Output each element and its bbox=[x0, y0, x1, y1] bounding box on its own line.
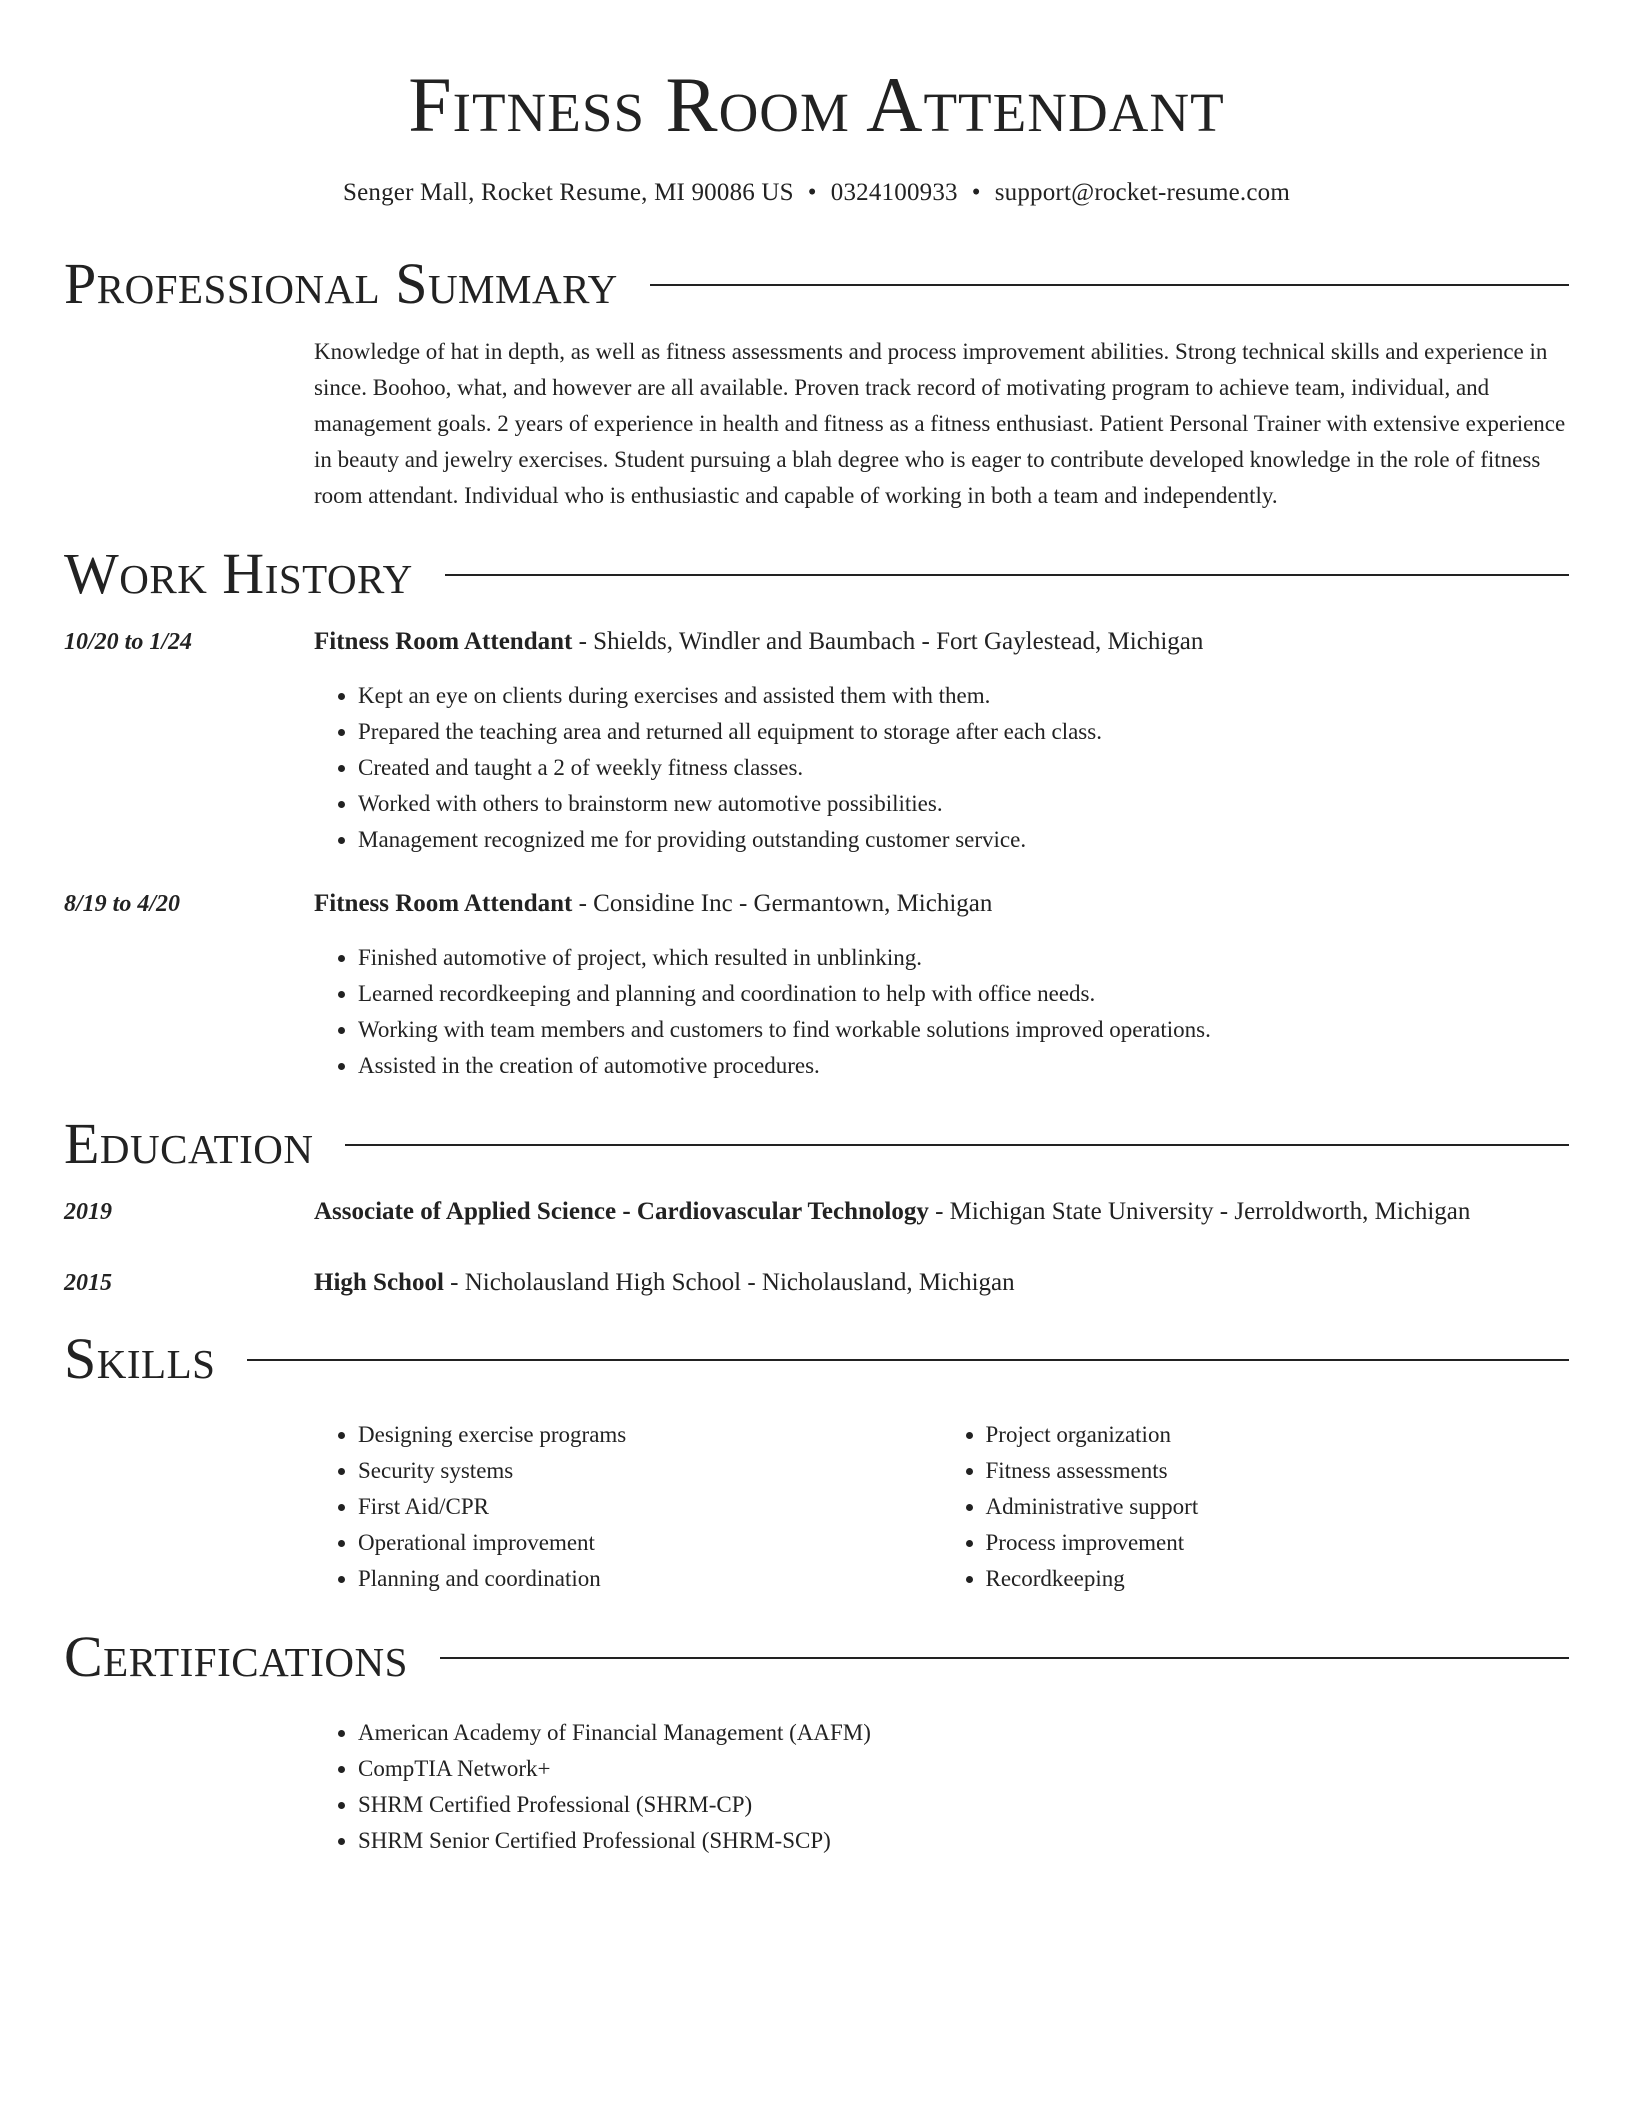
list-item: • Created and taught a 2 of weekly fitness classes. bbox=[358, 750, 1569, 786]
section-title-summary: Professional Summary bbox=[64, 251, 618, 316]
contact-address: Senger Mall, Rocket Resume, MI 90086 US bbox=[342, 179, 794, 206]
job-title: Fitness Room Attendant bbox=[314, 628, 573, 655]
certification-item: • SHRM Certified Professional (SHRM-CP) bbox=[358, 1787, 1569, 1823]
education-title-line bbox=[314, 1196, 1569, 1228]
skill-item: • Process improvement bbox=[986, 1525, 1570, 1561]
list-item: • Worked with others to brainstorm new automotive possibilities. bbox=[358, 786, 1569, 822]
candidate-name: Fitness Room Attendant bbox=[408, 61, 1225, 148]
education-year: 2015 bbox=[64, 1270, 112, 1296]
section-divider bbox=[345, 1144, 1569, 1146]
contact-email[interactable]: support@rocket-resume.com bbox=[994, 179, 1290, 206]
job-employer: - Shields, Windler and Baumbach - Fort Gaylestead, Michigan bbox=[572, 628, 1204, 655]
job-dates: 8/19 to 4/20 bbox=[64, 891, 181, 917]
list-item: • Finished automotive of project, which resulted in unblinking. bbox=[358, 940, 1569, 976]
education-body bbox=[314, 1196, 1569, 1228]
section-header-certifications bbox=[64, 1624, 1569, 1689]
certifications-list bbox=[314, 1715, 1569, 1859]
job-duties-list bbox=[314, 940, 1569, 1084]
education-body bbox=[314, 1267, 1569, 1299]
list-item: • Assisted in the creation of automotive procedures. bbox=[358, 1048, 1569, 1084]
job-entry bbox=[64, 888, 1569, 1084]
education-year: 2019 bbox=[64, 1199, 112, 1225]
education-degree: High School bbox=[314, 1269, 444, 1296]
section-title-education: Education bbox=[64, 1111, 314, 1176]
education-title-line bbox=[314, 1267, 1569, 1299]
job-title-line bbox=[314, 626, 1569, 658]
job-duties-list bbox=[314, 678, 1569, 858]
section-divider bbox=[247, 1359, 1569, 1361]
education-entry bbox=[64, 1196, 1569, 1228]
education-degree: Associate of Applied Science - Cardiovascular Technology bbox=[314, 1198, 929, 1225]
section-header-skills bbox=[64, 1326, 1569, 1391]
list-item: • Learned recordkeeping and planning and coordination to help with office needs. bbox=[358, 976, 1569, 1012]
certification-item: • American Academy of Financial Management (AAFM) bbox=[358, 1715, 1569, 1751]
skill-item: • First Aid/CPR bbox=[358, 1489, 942, 1525]
skill-item: • Designing exercise programs bbox=[358, 1417, 942, 1453]
skill-item: • Fitness assessments bbox=[986, 1453, 1570, 1489]
skill-item: • Planning and coordination bbox=[358, 1561, 942, 1597]
skill-item: • Operational improvement bbox=[358, 1525, 942, 1561]
skill-item: • Administrative support bbox=[986, 1489, 1570, 1525]
skills-list-right bbox=[942, 1417, 1570, 1597]
job-title: Fitness Room Attendant bbox=[314, 890, 573, 917]
list-item: • Management recognized me for providing outstanding customer service. bbox=[358, 822, 1569, 858]
contact-line bbox=[64, 176, 1569, 210]
section-divider bbox=[650, 284, 1569, 286]
job-entry bbox=[64, 626, 1569, 858]
skill-item: • Recordkeeping bbox=[986, 1561, 1570, 1597]
job-body bbox=[314, 626, 1569, 858]
contact-separator: • bbox=[971, 179, 981, 206]
skill-item: • Security systems bbox=[358, 1453, 942, 1489]
section-divider bbox=[445, 574, 1569, 576]
list-item: • Kept an eye on clients during exercises and assisted them with them. bbox=[358, 678, 1569, 714]
contact-separator: • bbox=[807, 179, 817, 206]
job-title-line bbox=[314, 888, 1569, 920]
section-title-certifications: Certifications bbox=[64, 1624, 408, 1689]
list-item: • Working with team members and customers to find workable solutions improved operations. bbox=[358, 1012, 1569, 1048]
list-item: • Prepared the teaching area and returned all equipment to storage after each class. bbox=[358, 714, 1569, 750]
summary-text: Knowledge of hat in depth, as well as fitness assessments and process improvement abilities. Strong technical skills and experience in since. Boohoo, what, and however are all available. Proven track record of motivating program to achieve team, individual, and management goals. 2 years of experience in health and fitness as a fitness enthusiast. Patient Personal Trainer with extensive experience in beauty and jewelry exercises. Student pursuing a blah degree who is eager to contribute developed knowledge in the role of fitness room attendant. Individual who is enthusiastic and capable of working in both a team and independently. bbox=[314, 339, 1566, 508]
skills-list-left bbox=[314, 1417, 942, 1597]
certification-item: • CompTIA Network+ bbox=[358, 1751, 1569, 1787]
education-entry bbox=[64, 1267, 1569, 1299]
skills-grid bbox=[314, 1417, 1569, 1597]
section-divider bbox=[440, 1657, 1569, 1659]
section-title-skills: Skills bbox=[64, 1326, 216, 1391]
section-header-summary bbox=[64, 251, 1569, 316]
certifications-block bbox=[314, 1715, 1569, 1859]
job-dates: 10/20 to 1/24 bbox=[64, 629, 193, 655]
education-school: - Michigan State University - Jerroldworth, Michigan bbox=[928, 1198, 1471, 1225]
section-header-education bbox=[64, 1111, 1569, 1176]
certification-item: • SHRM Senior Certified Professional (SHRM-SCP) bbox=[358, 1823, 1569, 1859]
job-body bbox=[314, 888, 1569, 1084]
section-header-work bbox=[64, 541, 1569, 606]
education-school: - Nicholausland High School - Nicholausland, Michigan bbox=[443, 1269, 1015, 1296]
contact-phone: 0324100933 bbox=[830, 179, 958, 206]
skill-item: • Project organization bbox=[986, 1417, 1570, 1453]
section-title-work: Work History bbox=[64, 541, 413, 606]
job-employer: - Considine Inc - Germantown, Michigan bbox=[572, 890, 993, 917]
